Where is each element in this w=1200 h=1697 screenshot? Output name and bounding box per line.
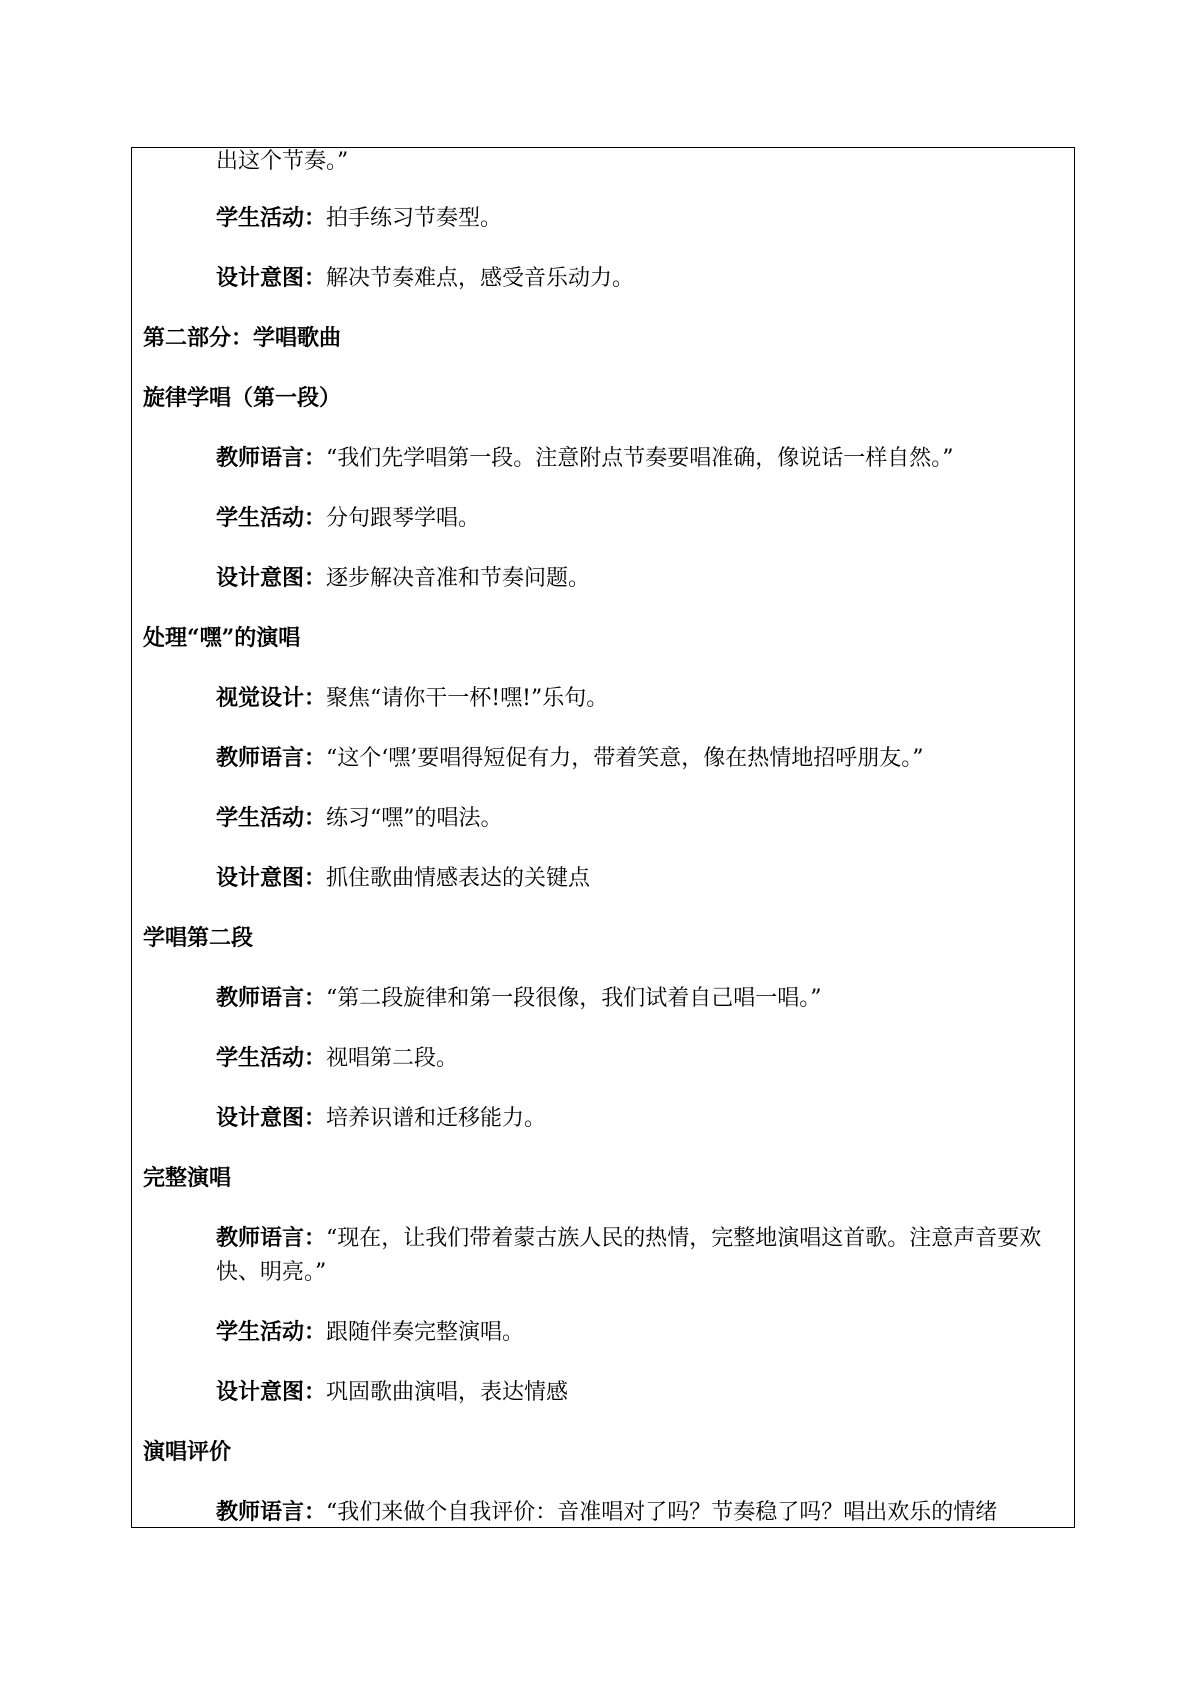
teacher-language-item bbox=[143, 441, 1063, 476]
item-text: “现在，让我们带着蒙古族人民的热情，完整地演唱这首歌。注意声音要欢快、明亮。” bbox=[216, 1226, 1042, 1285]
item-label: 设计意图： bbox=[216, 865, 327, 891]
teacher-language-item bbox=[143, 1221, 1063, 1290]
teacher-language-item bbox=[143, 741, 1063, 776]
visual-design-item bbox=[143, 681, 1063, 716]
item-text: 培养识谱和迁移能力。 bbox=[326, 1106, 547, 1131]
teacher-language-item bbox=[143, 1495, 1063, 1528]
subsection-heading: 演唱评价 bbox=[143, 1439, 232, 1465]
item-label: 设计意图： bbox=[216, 1379, 327, 1405]
item-text: 视唱第二段。 bbox=[326, 1046, 459, 1071]
design-intent-item bbox=[143, 561, 1063, 596]
item-text: 跟随伴奏完整演唱。 bbox=[326, 1320, 525, 1345]
subsection-heading: 旋律学唱（第一段） bbox=[143, 385, 342, 411]
student-activity-item bbox=[143, 501, 1063, 536]
item-text: 练习“嘿”的唱法。 bbox=[326, 806, 503, 831]
student-activity-item bbox=[143, 201, 1063, 236]
item-text: 分句跟琴学唱。 bbox=[326, 506, 481, 531]
item-text: “第二段旋律和第一段很像，我们试着自己唱一唱。” bbox=[326, 986, 822, 1011]
item-text: 拍手练习节奏型。 bbox=[326, 206, 503, 231]
item-label: 学生活动： bbox=[216, 805, 327, 831]
design-intent-item bbox=[143, 1101, 1063, 1136]
item-text: “我们先学唱第一段。注意附点节奏要唱准确，像说话一样自然。” bbox=[326, 446, 954, 471]
item-text: 解决节奏难点，感受音乐动力。 bbox=[326, 266, 635, 291]
table-cell-frame bbox=[131, 147, 1075, 1528]
item-label: 学生活动： bbox=[216, 1045, 327, 1071]
student-activity-item bbox=[143, 1041, 1063, 1076]
item-label: 设计意图： bbox=[216, 1105, 327, 1131]
item-label: 教师语言： bbox=[216, 1499, 327, 1525]
item-text: 抓住歌曲情感表达的关键点 bbox=[326, 866, 591, 891]
item-label: 教师语言： bbox=[216, 1225, 327, 1251]
section-heading: 第二部分：学唱歌曲 bbox=[143, 325, 342, 351]
design-intent-item bbox=[143, 861, 1063, 896]
item-text: 巩固歌曲演唱，表达情感 bbox=[326, 1380, 569, 1405]
design-intent-item bbox=[143, 261, 1063, 296]
continuation-line: 出这个节奏。” bbox=[216, 149, 349, 174]
subsection-heading: 学唱第二段 bbox=[143, 925, 254, 951]
item-text: “这个‘嘿’要唱得短促有力，带着笑意，像在热情地招呼朋友。” bbox=[326, 746, 924, 771]
item-label: 教师语言： bbox=[216, 745, 327, 771]
item-label: 学生活动： bbox=[216, 505, 327, 531]
student-activity-item bbox=[143, 801, 1063, 836]
item-label: 教师语言： bbox=[216, 985, 327, 1011]
item-label: 教师语言： bbox=[216, 445, 327, 471]
subsection-heading: 完整演唱 bbox=[143, 1165, 232, 1191]
item-label: 设计意图： bbox=[216, 265, 327, 291]
subsection-heading: 处理“嘿”的演唱 bbox=[143, 625, 301, 651]
item-text: 聚焦“请你干一杯!嘿!”乐句。 bbox=[326, 686, 609, 711]
design-intent-item bbox=[143, 1375, 1063, 1410]
item-label: 学生活动： bbox=[216, 205, 327, 231]
item-label: 设计意图： bbox=[216, 565, 327, 591]
item-label: 视觉设计： bbox=[216, 685, 327, 711]
student-activity-item bbox=[143, 1315, 1063, 1350]
item-text: 逐步解决音准和节奏问题。 bbox=[326, 566, 591, 591]
teacher-language-item bbox=[143, 981, 1063, 1016]
item-label: 学生活动： bbox=[216, 1319, 327, 1345]
item-text: “我们来做个自我评价：音准唱对了吗？节奏稳了吗？唱出欢乐的情绪 bbox=[326, 1500, 998, 1525]
